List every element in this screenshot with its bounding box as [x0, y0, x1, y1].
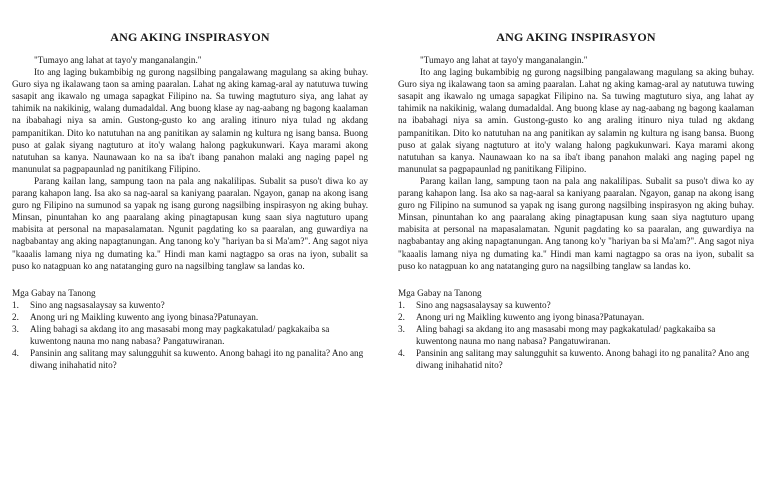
opening-quote: "Tumayo ang lahat at tayo'y manganalangin.": [34, 55, 202, 65]
question-number: 3.: [398, 323, 405, 334]
opening-quote: "Tumayo ang lahat at tayo'y manganalangin.": [420, 55, 588, 65]
story-title: ANG AKING INSPIRASYON: [110, 30, 270, 44]
questions-title: Mga Gabay na Tanong: [398, 287, 482, 298]
question-item: [398, 323, 754, 347]
spacer: [12, 272, 368, 287]
question-item: [12, 311, 368, 323]
question-text: Sino ang nagsasalaysay sa kuwento?: [30, 299, 165, 310]
questions-list: [12, 299, 368, 372]
question-item: [398, 299, 754, 311]
story-paragraph-2: Parang kailan lang, sampung taon na pala ang nakalilipas. Subalit sa puso't diwa ko ay parang kahapon lang. Isa ako sa nag-aaral sa kaniyang paaralan. Ngayon, ganap na akong isang guro ng Filipino na sumunod sa yapak ng isang gurong nagsilbing inspirasyon ng aking buhay. Minsan, pinuntahan ko ang paaralang aking pinagtapusan kung saan siya nagtuturo upang mabisita at personal na mapasalamatan. Ngunit pagdating ko sa paaralan, ang guwardiya na nagbabantay ang aking napagtanungan. Ang tanong ko'y "hariyan ba si Ma'am?". Ang sagot niya "kaaalis lamang niya ng dumating ka." Hindi man kami nagtagpo sa oras na iyon, subalit sa puso ko natagpuan ko ang natatanging guro na nagsilbing tanglaw sa landas ko.: [12, 175, 368, 271]
question-text: Sino ang nagsasalaysay sa kuwento?: [416, 299, 551, 310]
questions-list: [398, 299, 754, 372]
question-item: [12, 299, 368, 311]
question-text: Anong uri ng Maikling kuwento ang iyong binasa?Patunayan.: [416, 311, 645, 322]
story-paragraph-1: Ito ang laging bukambibig ng gurong nagsilbing pangalawang magulang sa aking buhay. Guro siya ng ikalawang taon sa aming paaralan. Lahat ng aking kamag-aral ay natutuwa tuwing sasapit ang ikawalo ng umaga sapagkat Filipino na. Sa tuwing magtuturo siya, ang lahat ay tahimik na nakikinig, walang dumadaldal. Ang buong klase ay nag-aabang ng bagong kaalaman na ibabahagi niya sa amin. Gustong-gusto ko ang araling itinuro niya tulad ng akdang pampanitikan. Dito ko natutuhan na ang panitikan ay salamin ng kultura ng isang bansa. Buong puso at galak siyang nagtuturo at ito'y walang halong pagkukunwari. Kaya marami akong natutuhan sa kanya. Naunawaan ko na sa iba't ibang panahon malaki ang naging papel ng manunulat sa pagpapaunlad ng panitikang Filipino.: [398, 67, 754, 174]
question-number: 3.: [12, 323, 19, 334]
question-number: 2.: [12, 311, 19, 322]
question-text: Aling bahagi sa akdang ito ang masasabi mong may pagkakatulad/ pagkakaiba sa kuwentong nauna mo nang nabasa? Pangatuwiranan.: [416, 323, 716, 347]
question-text: Aling bahagi sa akdang ito ang masasabi mong may pagkakatulad/ pagkakaiba sa kuwentong nauna mo nang nabasa? Pangatuwiranan.: [30, 323, 330, 347]
question-item: [398, 347, 754, 371]
question-item: [12, 323, 368, 347]
story-title: ANG AKING INSPIRASYON: [496, 30, 656, 44]
question-text: Pansinin ang salitang may salungguhit sa kuwento. Anong bahagi ito ng panalita? Ano ang diwang inihahatid nito?: [416, 348, 750, 371]
question-item: [12, 347, 368, 371]
question-number: 1.: [398, 299, 405, 310]
right-column: [398, 30, 754, 371]
question-text: Anong uri ng Maikling kuwento ang iyong binasa?Patunayan.: [30, 311, 259, 322]
question-number: 2.: [398, 311, 405, 322]
question-number: 4.: [398, 348, 405, 359]
left-column: [12, 30, 368, 371]
question-text: Pansinin ang salitang may salungguhit sa kuwento. Anong bahagi ito ng panalita? Ano ang diwang inihahatid nito?: [30, 348, 364, 371]
question-item: [398, 311, 754, 323]
spacer: [398, 272, 754, 287]
questions-title: Mga Gabay na Tanong: [12, 287, 96, 298]
story-paragraph-2: Parang kailan lang, sampung taon na pala ang nakalilipas. Subalit sa puso't diwa ko ay parang kahapon lang. Isa ako sa nag-aaral sa kaniyang paaralan. Ngayon, ganap na akong isang guro ng Filipino na sumunod sa yapak ng isang gurong nagsilbing inspirasyon ng aking buhay. Minsan, pinuntahan ko ang paaralang aking pinagtapusan kung saan siya nagtuturo upang mabisita at personal na mapasalamatan. Ngunit pagdating ko sa paaralan, ang guwardiya na nagbabantay ang aking napagtanungan. Ang tanong ko'y "hariyan ba si Ma'am?". Ang sagot niya "kaaalis lamang niya ng dumating ka." Hindi man kami nagtagpo sa oras na iyon, subalit sa puso ko natagpuan ko ang natatanging guro na nagsilbing tanglaw sa landas ko.: [398, 175, 754, 271]
question-number: 1.: [12, 299, 19, 310]
story-paragraph-1: Ito ang laging bukambibig ng gurong nagsilbing pangalawang magulang sa aking buhay. Guro siya ng ikalawang taon sa aming paaralan. Lahat ng aking kamag-aral ay natutuwa tuwing sasapit ang ikawalo ng umaga sapagkat Filipino na. Sa tuwing magtuturo siya, ang lahat ay tahimik na nakikinig, walang dumadaldal. Ang buong klase ay nag-aabang ng bagong kaalaman na ibabahagi niya sa amin. Gustong-gusto ko ang araling itinuro niya tulad ng akdang pampanitikan. Dito ko natutuhan na ang panitikan ay salamin ng kultura ng isang bansa. Buong puso at galak siyang nagtuturo at ito'y walang halong pagkukunwari. Kaya marami akong natutuhan sa kanya. Naunawaan ko na sa iba't ibang panahon malaki ang naging papel ng manunulat sa pagpapaunlad ng panitikang Filipino.: [12, 67, 368, 174]
question-number: 4.: [12, 348, 19, 359]
